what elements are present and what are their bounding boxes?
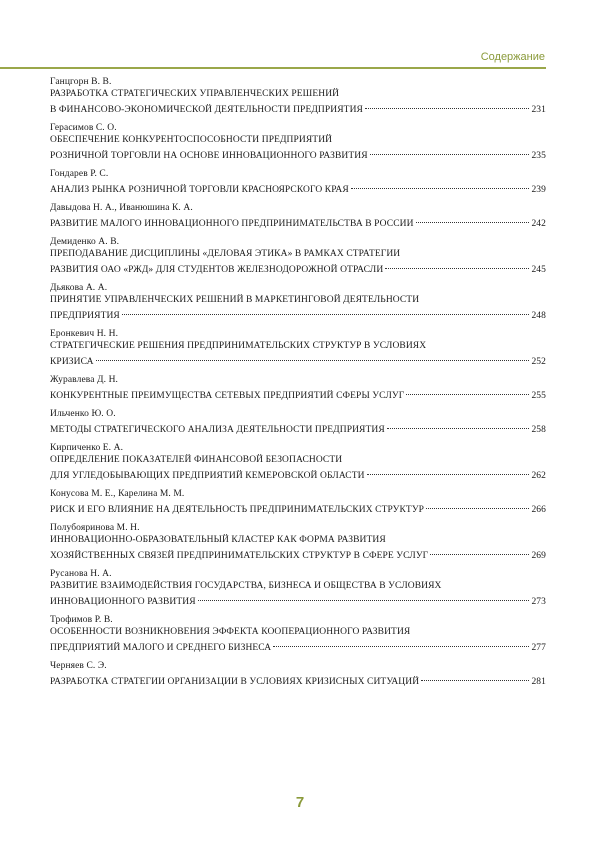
dot-leader [198,592,530,604]
toc-entry-page: 255 [531,391,546,401]
toc-entry-title-line: ПРИНЯТИЕ УПРАВЛЕНЧЕСКИХ РЕШЕНИЙ В МАРКЕТИНГОВОЙ ДЕЯТЕЛЬНОСТИ [50,295,420,305]
toc-entry-title-last-line [50,466,546,481]
toc-entry-page: 248 [531,311,546,321]
toc-entry-title-last-line [50,420,546,435]
header-rule [0,67,546,69]
toc-entry-title-last-line [50,260,546,275]
toc-entry-page: 252 [531,357,546,367]
toc-entry-page: 231 [531,105,546,115]
toc-entry[interactable] [50,168,546,195]
toc-entry-title-last-line [50,352,546,367]
toc-entry-authors: Трофимов Р. В. [50,615,113,625]
dot-leader [426,500,529,512]
toc-entry-page: 242 [531,219,546,229]
dot-leader [430,546,529,558]
toc-entry-authors: Ганцгорн В. В. [50,77,112,87]
dot-leader [365,100,529,112]
toc-entry[interactable] [50,122,546,161]
toc-entry-authors: Давыдова Н. А., Иванюшина К. А. [50,203,193,213]
toc-entry[interactable] [50,614,546,653]
dot-leader [122,306,530,318]
toc-entry-title-line: ДЛЯ УГЛЕДОБЫВАЮЩИХ ПРЕДПРИЯТИЙ КЕМЕРОВСКОЙ ОБЛАСТИ [50,471,365,481]
toc-entry[interactable] [50,374,546,401]
toc-entry[interactable] [50,568,546,607]
toc-entry[interactable] [50,488,546,515]
toc-entry-title-line: ОПРЕДЕЛЕНИЕ ПОКАЗАТЕЛЕЙ ФИНАНСОВОЙ БЕЗОПАСНОСТИ [50,455,343,465]
toc-entry-title-line: РОЗНИЧНОЙ ТОРГОВЛИ НА ОСНОВЕ ИННОВАЦИОННОГО РАЗВИТИЯ [50,151,368,161]
toc-entry-title-last-line [50,672,546,687]
toc-entry-title-line: ОБЕСПЕЧЕНИЕ КОНКУРЕНТОСПОСОБНОСТИ ПРЕДПРИЯТИЙ [50,135,333,145]
toc-entry-authors: Конусова М. Е., Карелина М. М. [50,489,185,499]
toc-entry[interactable] [50,282,546,321]
toc-entry[interactable] [50,660,546,687]
toc-entry-title-line: РИСК И ЕГО ВЛИЯНИЕ НА ДЕЯТЕЛЬНОСТЬ ПРЕДПРИНИМАТЕЛЬСКИХ СТРУКТУР [50,505,425,515]
page-number: 7 [295,794,305,811]
dot-leader [96,352,530,364]
toc-entry-title-last-line [50,386,546,401]
toc-entry-title-line: РАЗВИТИЕ МАЛОГО ИННОВАЦИОННОГО ПРЕДПРИНИМАТЕЛЬСТВА В РОССИИ [50,219,414,229]
dot-leader [385,260,529,272]
page-header [0,0,600,68]
toc-entry-title-line: РАЗРАБОТКА СТРАТЕГИЧЕСКИХ УПРАВЛЕНЧЕСКИХ РЕШЕНИЙ [50,89,340,99]
dot-leader [421,672,529,684]
toc-entry[interactable] [50,442,546,481]
toc-entry-authors: Черняев С. Э. [50,661,107,671]
toc-entry-authors: Демиденко А. В. [50,237,120,247]
toc-entry-authors: Еронкевич Н. Н. [50,329,119,339]
dot-leader [406,386,529,398]
toc-entry-authors: Гондарев Р. С. [50,169,109,179]
toc-entry-title-line: СТРАТЕГИЧЕСКИЕ РЕШЕНИЯ ПРЕДПРИНИМАТЕЛЬСКИХ СТРУКТУР В УСЛОВИЯХ [50,341,427,351]
dot-leader [387,420,530,432]
toc-entry-page: 277 [531,643,546,653]
toc-entry-title-line: АНАЛИЗ РЫНКА РОЗНИЧНОЙ ТОРГОВЛИ КРАСНОЯРСКОГО КРАЯ [50,185,349,195]
toc-entry-page: 281 [531,677,546,687]
toc-entry-title-line: ПРЕДПРИЯТИЙ МАЛОГО И СРЕДНЕГО БИЗНЕСА [50,643,272,653]
toc-entry-title-line: РАЗВИТИЯ ОАО «РЖД» ДЛЯ СТУДЕНТОВ ЖЕЛЕЗНОДОРОЖНОЙ ОТРАСЛИ [50,265,384,275]
toc-entry-page: 235 [531,151,546,161]
toc-entry[interactable] [50,236,546,275]
toc-entry-page: 266 [531,505,546,515]
dot-leader [273,638,529,650]
toc-entry-authors: Ильченко Ю. О. [50,409,116,419]
toc-entry-title-last-line [50,546,546,561]
toc-entry-title-line: ИННОВАЦИОННО-ОБРАЗОВАТЕЛЬНЫЙ КЛАСТЕР КАК ФОРМА РАЗВИТИЯ [50,535,386,545]
toc-entry-page: 273 [531,597,546,607]
toc-entry-title-last-line [50,180,546,195]
toc-entry-page: 245 [531,265,546,275]
toc-entry[interactable] [50,408,546,435]
toc-entry-authors: Полубояринова М. Н. [50,523,140,533]
toc-entry-authors: Дьякова А. А. [50,283,108,293]
toc-entry-title-line: МЕТОДЫ СТРАТЕГИЧЕСКОГО АНАЛИЗА ДЕЯТЕЛЬНОСТИ ПРЕДПРИЯТИЯ [50,425,385,435]
toc-entry-page: 269 [531,551,546,561]
table-of-contents [50,76,546,694]
toc-entry-title-line: РАЗВИТИЕ ВЗАИМОДЕЙСТВИЯ ГОСУДАРСТВА, БИЗНЕСА И ОБЩЕСТВА В УСЛОВИЯХ [50,581,442,591]
toc-entry-title-line: КРИЗИСА [50,357,94,367]
toc-entry-page: 262 [531,471,546,481]
toc-entry-authors: Кирпиченко Е. А. [50,443,124,453]
toc-entry-title-line: РАЗРАБОТКА СТРАТЕГИИ ОРГАНИЗАЦИИ В УСЛОВИЯХ КРИЗИСНЫХ СИТУАЦИЙ [50,677,420,687]
toc-entry[interactable] [50,522,546,561]
toc-entry-title-line: ПРЕПОДАВАНИЕ ДИСЦИПЛИНЫ «ДЕЛОВАЯ ЭТИКА» В РАМКАХ СТРАТЕГИИ [50,249,401,259]
dot-leader [367,466,530,478]
toc-entry-title-last-line [50,592,546,607]
toc-entry-authors: Журавлева Д. Н. [50,375,118,385]
dot-leader [416,214,530,226]
section-label: Содержание [480,51,545,63]
toc-entry-title-last-line [50,638,546,653]
toc-entry-title-line: КОНКУРЕНТНЫЕ ПРЕИМУЩЕСТВА СЕТЕВЫХ ПРЕДПРИЯТИЙ СФЕРЫ УСЛУГ [50,391,405,401]
toc-entry-title-line: В ФИНАНСОВО-ЭКОНОМИЧЕСКОЙ ДЕЯТЕЛЬНОСТИ ПРЕДПРИЯТИЯ [50,105,363,115]
toc-entry-page: 258 [531,425,546,435]
toc-entry-title-line: ИННОВАЦИОННОГО РАЗВИТИЯ [50,597,196,607]
toc-entry-title-line: ОСОБЕННОСТИ ВОЗНИКНОВЕНИЯ ЭФФЕКТА КООПЕРАЦИОННОГО РАЗВИТИЯ [50,627,411,637]
toc-entry[interactable] [50,202,546,229]
toc-entry-page: 239 [531,185,546,195]
dot-leader [370,146,530,158]
toc-entry-title-last-line [50,500,546,515]
dot-leader [351,180,530,192]
toc-entry[interactable] [50,76,546,115]
toc-entry-authors: Русанова Н. А. [50,569,112,579]
toc-entry-title-last-line [50,146,546,161]
toc-entry-title-line: ХОЗЯЙСТВЕННЫХ СВЯЗЕЙ ПРЕДПРИНИМАТЕЛЬСКИХ СТРУКТУР В СФЕРЕ УСЛУГ [50,551,429,561]
toc-entry-authors: Герасимов С. О. [50,123,117,133]
toc-entry-title-last-line [50,214,546,229]
toc-entry-title-last-line [50,100,546,115]
toc-entry-title-line: ПРЕДПРИЯТИЯ [50,311,120,321]
toc-entry-title-last-line [50,306,546,321]
toc-entry[interactable] [50,328,546,367]
